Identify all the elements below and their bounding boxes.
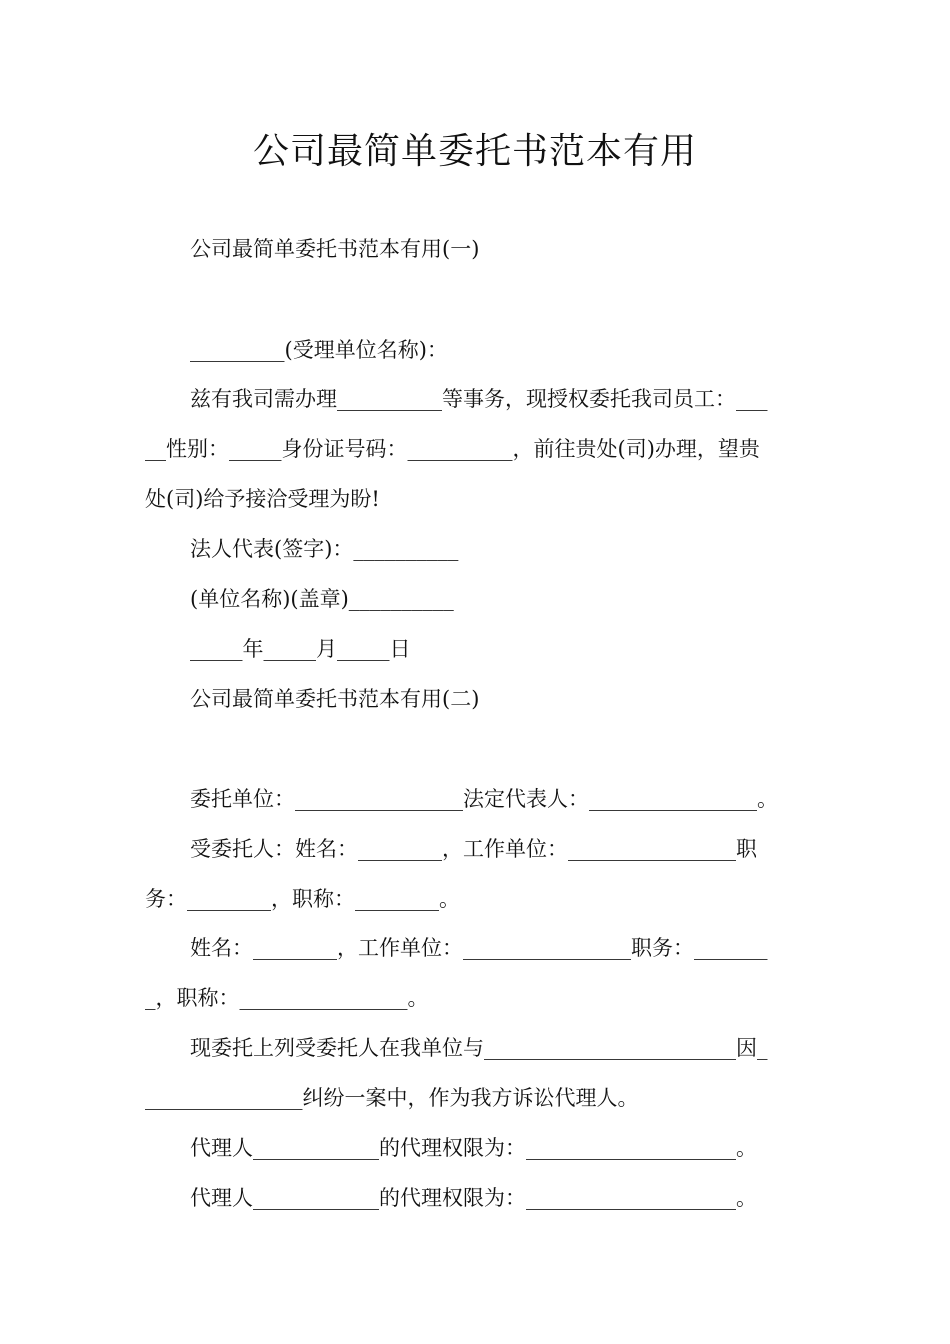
signature-line: 法人代表(签字)：__________ [190,537,459,561]
recipient-line: _________(受理单位名称)： [190,338,448,362]
body-text-line: __性别：_____身份证号码：__________，前往贵处(司)办理，望贵 [145,437,760,461]
body-text-line: 委托单位：________________法定代表人：________________。 [190,787,778,811]
body-text-line: 姓名：________，工作单位：________________职务：_______ [190,936,768,960]
date-line: _____年_____月_____日 [190,637,411,661]
section-heading-2: 公司最简单委托书范本有用(二) [190,687,480,711]
body-text-line: 务：________，职称：________。 [145,887,460,911]
body-text-line: 代理人____________的代理权限为：____________________。 [190,1186,757,1210]
seal-line: (单位名称)(盖章)__________ [190,587,454,611]
body-text-line: 现委托上列受委托人在我单位与________________________因_ [190,1036,768,1060]
body-text-line: _______________纠纷一案中，作为我方诉讼代理人。 [145,1086,639,1110]
body-text-line: _，职称：________________。 [145,986,429,1010]
section-heading-1: 公司最简单委托书范本有用(一) [190,237,480,261]
document-title: 公司最简单委托书范本有用 [252,131,697,172]
body-text-line: 代理人____________的代理权限为：____________________。 [190,1136,757,1160]
body-text-line: 受委托人：姓名：________，工作单位：________________职 [190,837,757,861]
body-text-line: 处(司)给予接洽受理为盼! [145,487,380,511]
body-text-line: 兹有我司需办理__________等事务，现授权委托我司员工：___ [190,387,768,411]
